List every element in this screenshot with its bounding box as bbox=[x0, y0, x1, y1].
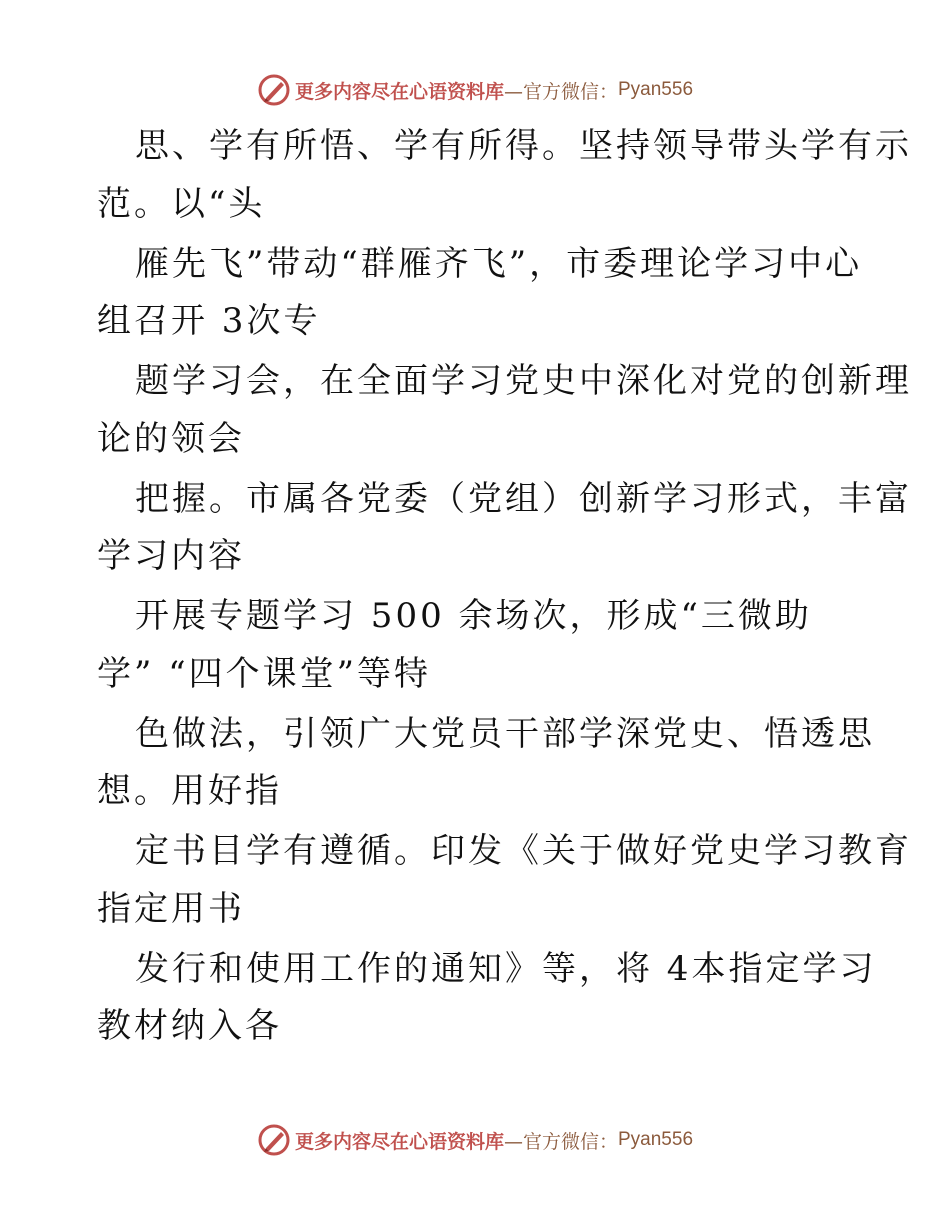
body-line: 题学习会，在全面学习党史中深化对党的创新理 bbox=[135, 361, 912, 401]
watermark-subtitle: —官方微信： bbox=[503, 1130, 618, 1153]
watermark-subtitle: —官方微信： bbox=[503, 80, 618, 103]
body-line: 定书目学有遵循。印发《关于做好党史学习教育 bbox=[135, 831, 912, 871]
body-line: 发行和使用工作的通知》等，将 4本指定学习 bbox=[135, 949, 877, 989]
body-line: 学习内容 bbox=[97, 536, 245, 576]
body-line: 开展专题学习 500 余场次，形成“三微助 bbox=[135, 596, 812, 636]
body-line: 雁先飞”带动“群雁齐飞”，市委理论学习中心 bbox=[135, 244, 863, 284]
body-line: 论的领会 bbox=[97, 419, 245, 459]
body-line: 想。用好指 bbox=[97, 771, 282, 811]
watermark-title: 更多内容尽在心语资料库 bbox=[294, 80, 504, 103]
body-line: 学” “四个课堂”等特 bbox=[97, 654, 431, 694]
body-line: 色做法，引领广大党员干部学深党史、悟透思 bbox=[135, 714, 875, 754]
watermark-footer bbox=[0, 1120, 950, 1160]
body-line: 指定用书 bbox=[97, 889, 245, 929]
watermark-wechat-id: Pyan556 bbox=[618, 79, 694, 100]
body-line: 思、学有所悟、学有所得。坚持领导带头学有示 bbox=[135, 126, 912, 166]
body-line: 教材纳入各 bbox=[97, 1006, 282, 1046]
body-line: 范。以“头 bbox=[97, 184, 266, 224]
watermark-wechat-id: Pyan556 bbox=[618, 1129, 694, 1150]
body-line: 把握。市属各党委（党组）创新学习形式，丰富 bbox=[135, 479, 912, 519]
watermark-title: 更多内容尽在心语资料库 bbox=[294, 1130, 504, 1153]
pen-logo-icon bbox=[257, 73, 291, 107]
body-line: 组召开 3次专 bbox=[97, 301, 321, 341]
pen-logo-icon bbox=[257, 1123, 291, 1157]
watermark-header bbox=[0, 70, 950, 110]
